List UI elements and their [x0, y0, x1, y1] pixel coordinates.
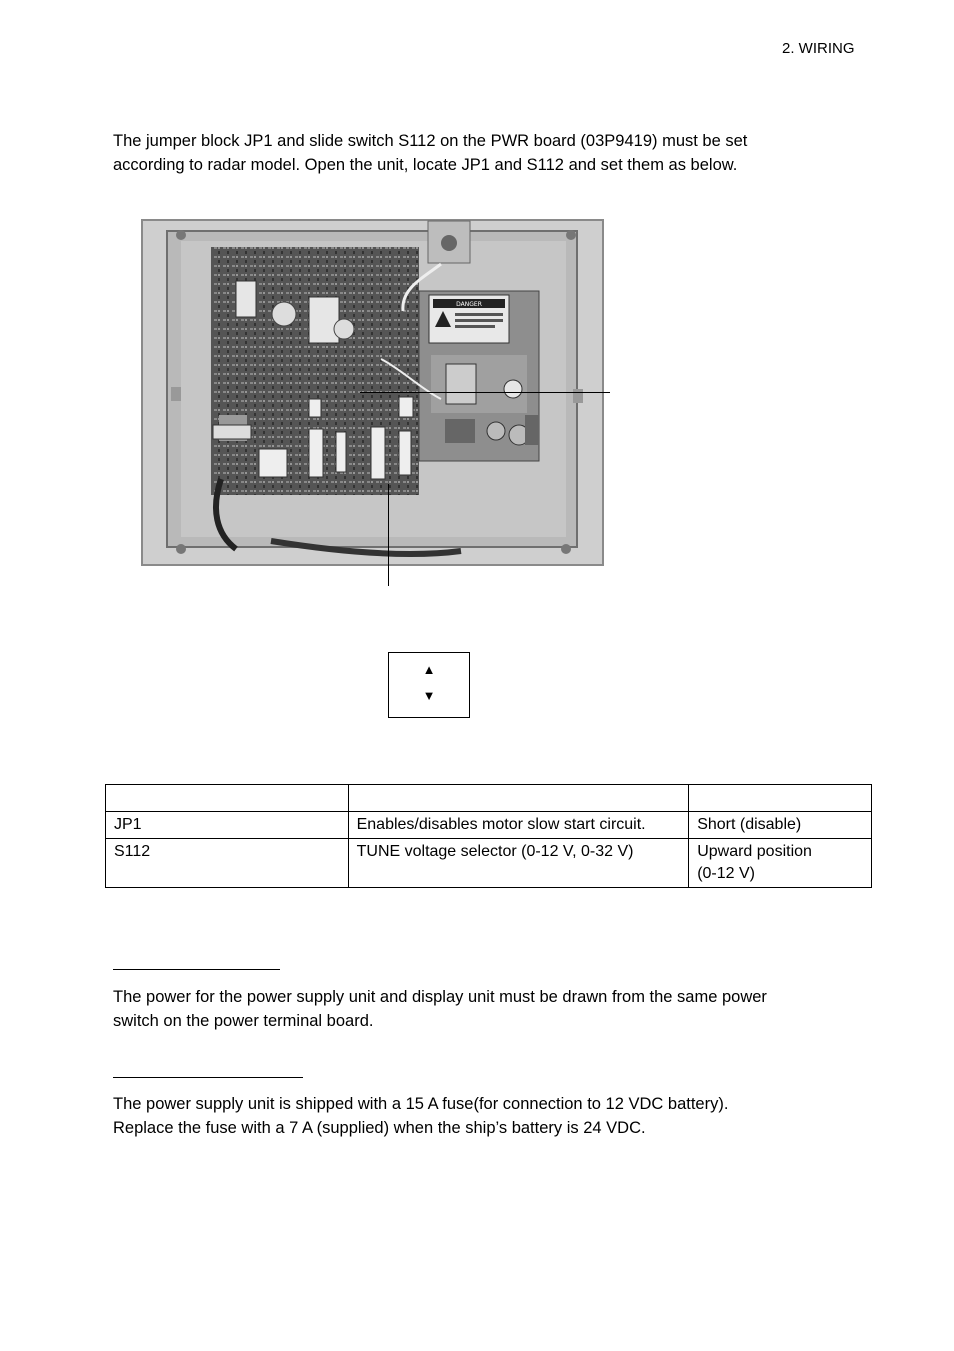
power-line-1: The power for the power supply unit and display unit must be drawn from the same power	[113, 988, 767, 1006]
section-rule-fuse	[113, 1077, 303, 1078]
down-arrow-icon: ▼	[422, 688, 436, 703]
setting-line-2: (0-12 V)	[697, 865, 755, 882]
table-cell-function: TUNE voltage selector (0-12 V, 0-32 V)	[348, 839, 689, 888]
power-line-2: switch on the power terminal board.	[113, 1012, 374, 1030]
setting-line-1: Upward position	[697, 843, 812, 860]
settings-table	[105, 784, 872, 888]
jp1-leader-line	[360, 392, 610, 393]
table-header-row	[106, 785, 872, 812]
s112-switch-diagram	[388, 652, 470, 718]
intro-line-2: according to radar model. Open the unit, locate JP1 and S112 and set them as below.	[113, 156, 738, 174]
s112-leader-line	[388, 484, 389, 586]
fuse-line-2: Replace the fuse with a 7 A (supplied) when the ship’s battery is 24 VDC.	[113, 1119, 646, 1137]
section-header: 2. WIRING	[782, 40, 855, 57]
table-cell-function: Enables/disables motor slow start circuit.	[348, 812, 689, 839]
section-rule-power	[113, 969, 280, 970]
table-row	[106, 839, 872, 888]
power-paragraph	[113, 985, 873, 1033]
up-arrow-icon: ▲	[422, 662, 436, 677]
fuse-paragraph	[113, 1092, 873, 1140]
danger-label: DANGER	[456, 301, 482, 308]
table-cell-item: S112	[106, 839, 349, 888]
table-cell-item: JP1	[106, 812, 349, 839]
table-cell-setting: Short (disable)	[689, 812, 872, 839]
intro-line-1: The jumper block JP1 and slide switch S112 on the PWR board (03P9419) must be set	[113, 132, 748, 150]
fuse-line-1: The power supply unit is shipped with a 15 A fuse(for connection to 12 VDC battery).	[113, 1095, 729, 1113]
table-cell-setting	[689, 839, 872, 888]
intro-paragraph	[113, 129, 873, 177]
table-row	[106, 812, 872, 839]
